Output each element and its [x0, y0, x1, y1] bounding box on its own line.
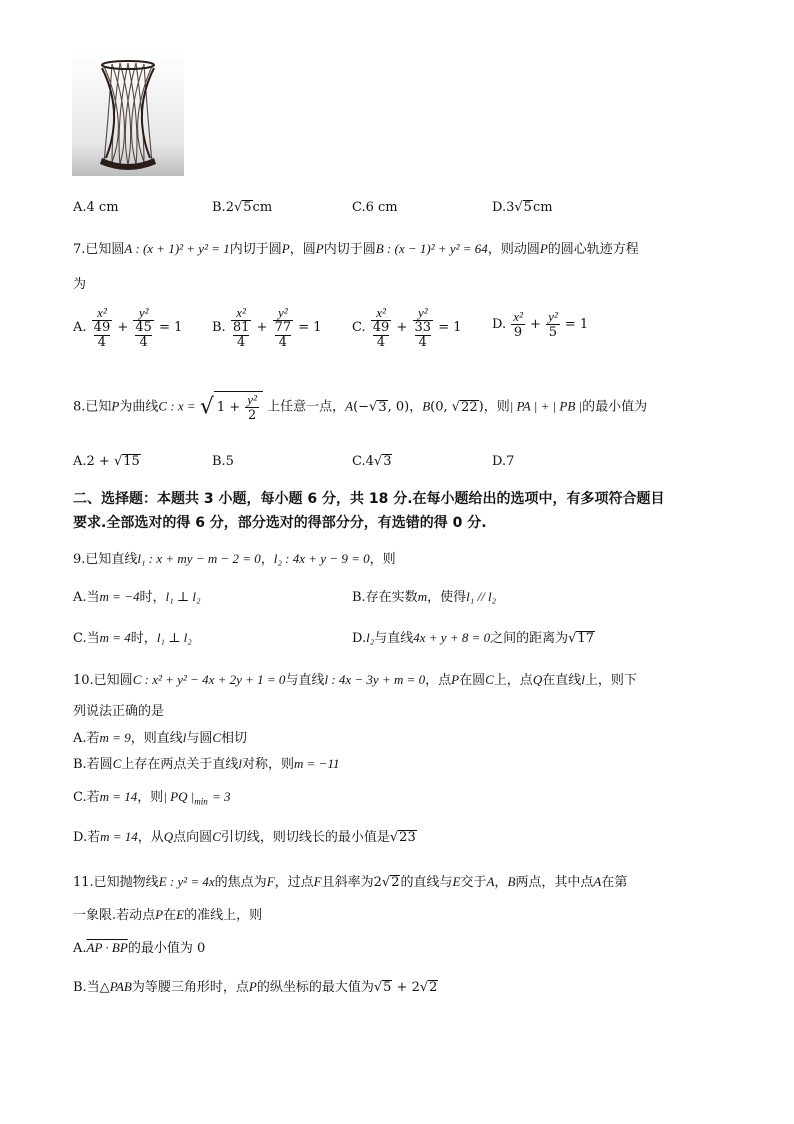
q6-option-a: A.4 cm [73, 200, 119, 215]
q7-option-b: B. $\frac{\text{x²}}{\frac{81}{4}}$ + $\frac{\text{y²}}{\frac{77}{4}}$ = 1 [212, 305, 322, 350]
q8-option-a: A.2 + √15 [73, 454, 140, 469]
q9-option-a: A.当m = −4时，l₁ ⊥ l₂ [73, 589, 201, 605]
q8-stem: 8.已知P为曲线C : x = √ 1 + $\frac{\text{y²}}{2}$ 上任意一点，A(−√3, 0)，B(0, √22)，则| PA | + | PB |的最小值为 [73, 392, 648, 423]
q10-option-c: C.若m = 14，则| PQ $|_{min} = 3$ [73, 789, 231, 807]
q9-option-b: B.存在实数m，使得l₁ // l₂ [352, 589, 497, 605]
hyperboloid-vase-image [72, 52, 184, 176]
q10-stem-cont: 列说法正确的是 [73, 704, 165, 719]
q9-stem: 9.已知直线l₁ : x + my − m − 2 = 0，l₂ : 4x + y − 9 = 0，则 [73, 551, 396, 567]
q10-option-b: B.若圆C上存在两点关于直线l对称，则m = −11 [73, 756, 340, 772]
section2-heading-line2: 要求.全部选对的得 6 分，部分选对的得部分分，有选错的得 0 分. [73, 515, 487, 531]
q7-option-c: C. $\frac{\text{x²}}{\frac{49}{4}}$ + $\frac{\text{y²}}{\frac{33}{4}}$ = 1 [352, 305, 462, 350]
q6-option-d: D.3√5cm [492, 200, 553, 215]
q11-stem-cont: 一象限.若动点P在E的准线上，则 [73, 907, 263, 923]
q11-option-b: B.当△PAB为等腰三角形时，点P的纵坐标的最大值为√5 + 2√2 [73, 979, 438, 995]
q7-stem: 7.已知圆A : (x + 1)² + y² = 1内切于圆P，圆P内切于圆B : (x − 1)² + y² = 64，则动圆P的圆心轨迹方程 [73, 241, 639, 257]
q9-option-d: D.l₂与直线4x + y + 8 = 0之间的距离为√17 [352, 630, 594, 646]
q9-option-c: C.当m = 4时，l₁ ⊥ l₂ [73, 630, 192, 646]
q11-stem: 11.已知抛物线E : y² = 4x的焦点为F，过点F且斜率为2√2的直线与E交于A，B两点，其中点A在第 [73, 874, 628, 890]
q6-option-c: C.6 cm [352, 200, 398, 215]
q10-option-a: A.若m = 9，则直线l与圆C相切 [73, 730, 248, 746]
q10-stem: 10.已知圆C : x² + y² − 4x + 2y + 1 = 0与直线l : 4x − 3y + m = 0，点P在圆C上，点Q在直线l上，则下 [73, 672, 637, 688]
q8-option-b: B.5 [212, 454, 234, 469]
q10-option-d: D.若m = 14，从Q点向圆C引切线，则切线长的最小值是√23 [73, 829, 416, 845]
q7-option-a: A. $\frac{\text{x²}}{\frac{49}{4}}$ + $\frac{\text{y²}}{\frac{45}{4}}$ = 1 [73, 305, 183, 350]
q11-option-a: A.AP · BP的最小值为 0 [73, 940, 206, 956]
vase-figure [72, 52, 184, 176]
q7-stem-cont: 为 [73, 277, 87, 292]
q6-option-b: B.2√5cm [212, 200, 273, 215]
q7-option-d: D. $\frac{\text{x²}}{9}$ + $\frac{\text{y²}}{5}$ = 1 [492, 309, 589, 340]
q8-option-d: D.7 [492, 454, 515, 469]
section2-heading-line1: 二、选择题：本题共 3 小题，每小题 6 分，共 18 分.在每小题给出的选项中，有多项符合题目 [73, 491, 665, 507]
q8-option-c: C.4√3 [352, 454, 392, 469]
